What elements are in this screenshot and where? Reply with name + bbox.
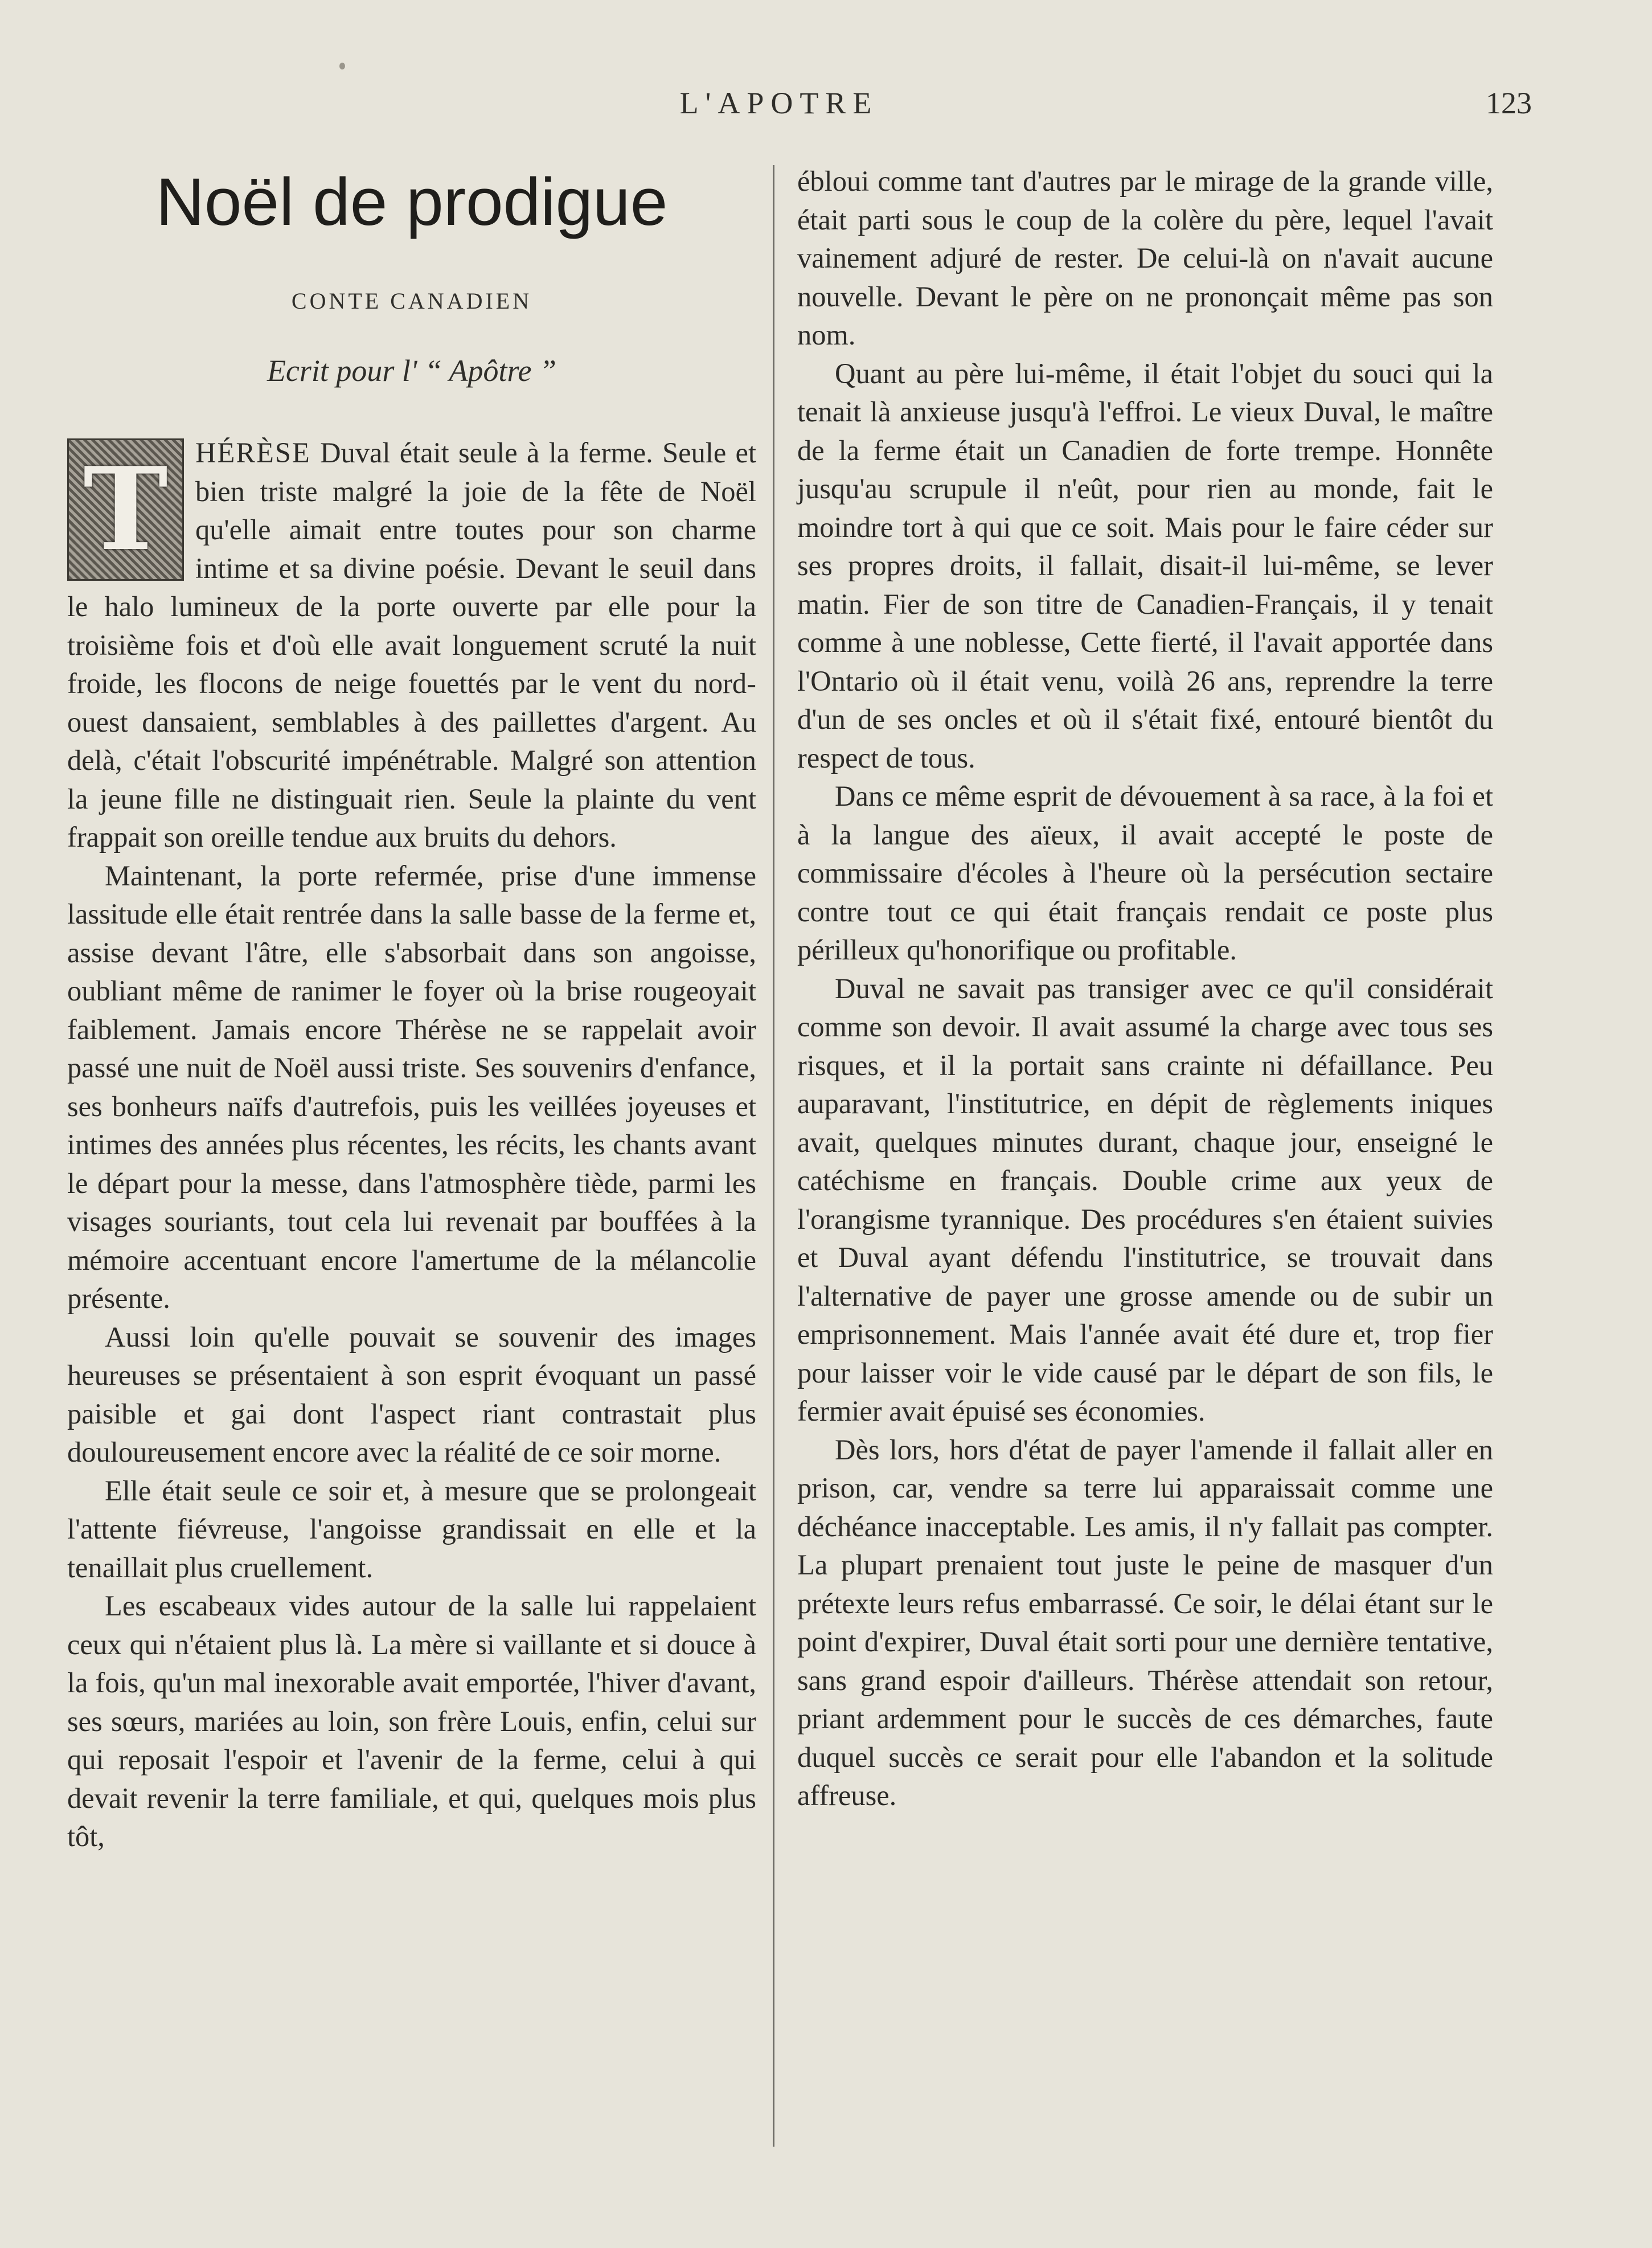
page-number: 123 (1486, 86, 1532, 120)
paragraph-7: Dans ce même esprit de dévouement à sa race, à la foi et à la langue des aïeux, il avait accepté le poste de commissaire d'écoles à l'heure où la persécution sectaire contre tout ce qui était français rendait ce poste plus périlleux qu'honorifique ou profitable. (797, 780, 1493, 966)
paragraph-9: Dès lors, hors d'état de payer l'amende il fallait aller en prison, car, vendre sa terre lui apparaissait comme une déchéance inacceptable. Les amis, il n'y fallait pas compter. La plupart prenaient tout juste le peine de masquer d'un prétexte leurs refus embarrassé. Ce soir, le délai étant sur le point d'expirer, Duval était sorti pour une dernière tentative, sans grand espoir d'ailleurs. Thérèse attendait son retour, priant ardemment pour le succès de ces démarches, faute duquel succès ce serait pour elle l'abandon et la solitude affreuse. (797, 1433, 1493, 1811)
article-subtitle: CONTE CANADIEN (291, 288, 532, 314)
paragraph-6: Quant au père lui-même, il était l'objet du souci qui la tenait là anxieuse jusqu'à l'effroi. Le vieux Duval, le maître de la ferme était un Canadien de forte trempe. Honnête jusqu'au scrupule il n'eût, pour rien au monde, fait le moindre tort à qui que ce soit. Mais pour le faire céder sur ses propres droits, il fallait, disait-il lui-même, se lever matin. Fier de son titre de Canadien-Français, il y tenait comme à une noblesse, Cette fierté, il l'avait apportée dans l'Ontario où il était venu, voilà 26 ans, reprendre la terre d'un de ses oncles et où il s'était fixé, entouré bientôt du respect de tous. (797, 357, 1493, 774)
ink-speck (339, 63, 345, 69)
paragraph-5-continued: ébloui comme tant d'autres par le mirage de la grande ville, était parti sous le coup de la colère du père, lequel l'avait vainement adjuré de rester. De celui-là on n'avait aucune nouvelle. Devant le père on ne prononçait même pas son nom. (797, 165, 1493, 351)
paragraph-1 (67, 434, 756, 857)
drop-cap-ornament (67, 438, 184, 581)
column-rule (773, 165, 774, 2147)
first-word-rest: HÉRÈSE (195, 437, 311, 469)
drop-cap-letter: T (83, 442, 168, 577)
left-column (67, 434, 756, 1856)
paragraph-4: Elle était seule ce soir et, à mesure que se prolongeait l'attente fiévreuse, l'angoisse grandissait en elle et la tenaillait plus cruellement. (67, 1474, 756, 1584)
paragraph-3: Aussi loin qu'elle pouvait se souvenir des images heureuses se présentaient à son esprit évoquant un passé paisible et gai dont l'aspect riant contrastait plus douloureusement encore avec la réalité de ce soir morne. (67, 1320, 756, 1468)
paragraph-5: Les escabeaux vides autour de la salle lui rappelaient ceux qui n'étaient plus là. La mère si vaillante et si douce à la fois, qu'un mal inexorable avait emportée, l'hiver d'avant, ses sœurs, mariées au loin, son frère Louis, enfin, celui sur qui reposait l'espoir et l'avenir de la ferme, celui à qui devait revenir la terre familiale, et qui, quelques mois plus tôt, (67, 1590, 756, 1852)
article-dedication: Ecrit pour l' “ Apôtre ” (267, 354, 557, 388)
paragraph-1-text: Duval était seule à la ferme. Seule et bien triste malgré la joie de la fête de Noël qu'elle aimait entre toutes pour son charme intime et sa divine poésie. Devant le seuil dans le halo lumineux de la porte ouverte par elle pour la troisième fois et d'où elle avait longuement scruté la nuit froide, les flocons de neige fouettés par le vent du nord-ouest dansaient, semblables à des paillettes d'argent. Au delà, c'était l'obscurité impénétrable. Malgré son attention la jeune fille ne distinguait rien. Seule la plainte du vent frappait son oreille tendue aux bruits du dehors. (67, 437, 756, 853)
running-head: L'APOTRE (679, 86, 879, 120)
paragraph-8: Duval ne savait pas transiger avec ce qu'il considérait comme son devoir. Il avait assumé la charge avec tous ses risques, et il la portait sans crainte ni défaillance. Peu auparavant, l'institutrice, en dépit de règlements iniques avait, quelques minutes durant, chaque jour, enseigné le catéchisme en français. Double crime aux yeux de l'orangisme tyrannique. Des procédures s'en étaient suivies et Duval ayant défendu l'institutrice, se trouvait dans l'alternative de payer une grosse amende ou de subir un emprisonnement. Mais l'année avait été dure et, trop fier pour laisser voir le vide causé par le départ de son fils, le fermier avait épuisé ses économies. (797, 972, 1493, 1427)
article-title: Noël de prodigue (155, 165, 668, 240)
paragraph-2: Maintenant, la porte refermée, prise d'une immense lassitude elle était rentrée dans la salle basse de la ferme et, assise devant l'âtre, elle s'absorbait dans son angoisse, oubliant même de ranimer le foyer où la brise rougeoyait faiblement. Jamais encore Thérèse ne se rappelait avoir passé une nuit de Noël aussi triste. Ses souvenirs d'enfance, ses bonheurs naïfs d'autrefois, puis les veillées joyeuses et intimes des années plus récentes, les récits, les chants avant le départ pour la messe, dans l'atmosphère tiède, parmi les visages souriants, tout cela lui revenait par bouffées à la mémoire accentuant encore l'amertume de la mélancolie présente. (67, 859, 756, 1314)
right-column (797, 162, 1493, 1815)
